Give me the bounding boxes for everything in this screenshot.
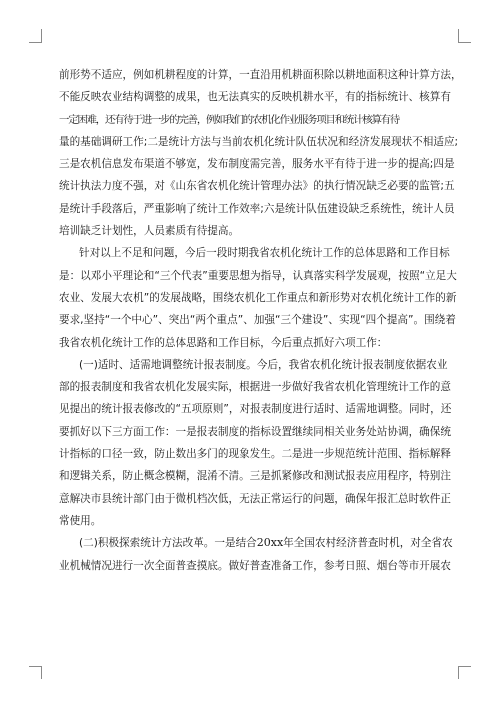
crop-mark-bottom-right-v [458,666,459,679]
text-line: 计指标的口径一致，防止数出多门的现象发生。二是进一步规范统计范围、指标解释 [59,448,451,461]
text-line: 见提出的统计报表修改的“五项原则”，对报表制度进行适时、适需地调整。同时，还 [59,403,452,416]
crop-mark-top-right-h [458,42,471,43]
text-line: 前形势不适应，例如机耕程度的计算，一直沿用机耕面积除以耕地面积这种计算方法， [59,69,462,81]
text-line: 是统计手段落后，严重影响了统计工作效率;六是统计队伍建设缺乏系统性，统计人员 [59,202,455,215]
crop-mark-top-left-h [29,42,42,43]
text-line: 不能反映农业结构调整的成果，也无法真实的反映机耕水平，有的指标统计、核算有 [59,91,451,104]
text-line [59,109,447,131]
crop-mark-bottom-left-v [41,666,42,679]
text-line-overlapped: 一定困难，还有待于进一步的完善，例如我们的农机化作业服务项目和统计核算有待 [59,113,400,126]
crop-mark-top-left-v [41,29,42,42]
crop-mark-top-right-v [458,29,459,42]
text-line: 我省农机化统计工作的总体思路和工作目标，今后重点抓好六项工作： [59,336,388,349]
text-line: 常使用。 [59,514,102,527]
text-line: 培训缺乏计划性，人员素质有待提高。 [59,225,240,238]
section-heading-line: (一)适时、适需地调整统计报表制度。今后，我省农机化统计报表制度依据农业 [79,358,448,371]
text-line: 要求,坚持“一个中心”、突出“两个重点”、加强“三个建设”、实现“四个提高”。围绕着 [59,314,456,327]
text-line: 三是农机信息发布渠道不够宽，发布制度需完善，服务水平有待于进一步的提高;四是 [59,158,455,171]
text-segment: (二)积极探索统计方法改革。一是结合 [79,537,257,550]
text-line: 要抓好以下三方面工作：一是报表制度的指标设置继续同相关业务处站协调，确保统 [59,425,451,438]
text-line: 是：以邓小平理论和“三个代表”重要思想为指导，认真落实科学发展观，按照“立足大 [59,269,457,282]
text-line: 量的基础调研工作;二是统计方法与当前农机化统计队伍状况和经济发展现状不相适应; [59,135,459,148]
text-line: 业机械情况进行一次全面普查摸底。做好普查准备工作，参考日照、烟台等市开展农 [59,559,451,572]
year-text: 20xx [256,536,284,550]
body-text [59,64,462,577]
text-line: 农业、发展大农机”的发展战略，围绕农机化工作重点和新形势对农机化统计工作的新 [59,291,457,304]
text-line: 和逻辑关系，防止概念模糊，混淆不清。三是抓紧修改和测试报表应用程序，特别注 [59,470,451,483]
paragraph-first-line: 针对以上不足和问题，今后一段时期我省农机化统计工作的总体思路和工作目标 [79,247,450,260]
section-heading-line [59,532,453,554]
text-line: 部的报表制度和我省农机化发展实际，根据进一步做好我省农机化管理统计工作的意 [59,381,451,394]
crop-mark-bottom-right-h [458,666,471,667]
text-line: 统计执法力度不强，对《山东省农机化统计管理办法》的执行情况缺乏必要的监管;五 [59,180,455,193]
text-line: 意解决市县统计部门由于微机档次低，无法正常运行的问题，确保年报汇总时软件正 [59,492,451,505]
text-segment: 年全国农村经济普查时机，对全省农 [283,537,453,550]
